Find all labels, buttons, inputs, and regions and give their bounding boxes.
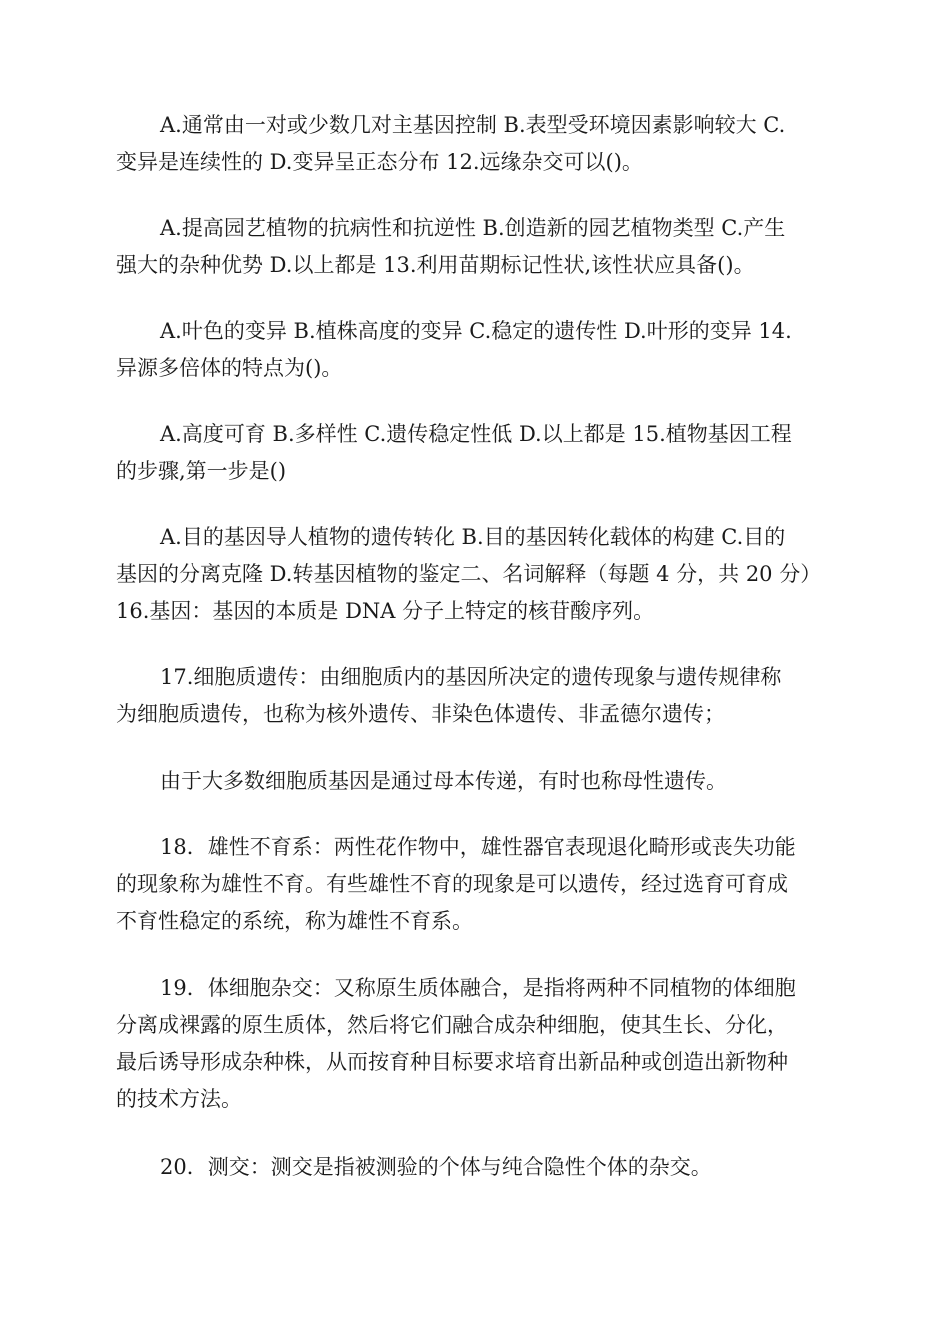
- text-line: A.叶色的变异 B.植株高度的变异 C.稳定的遗传性 D.叶形的变异 14.: [160, 319, 792, 343]
- paragraph-term-17-continued: [116, 763, 846, 800]
- text-line: 分离成裸露的原生质体，然后将它们融合成杂种细胞，使其生长、分化，: [116, 1013, 788, 1037]
- paragraph-options-14: [116, 416, 846, 490]
- paragraph-term-17: [116, 659, 846, 733]
- text-line: 由于大多数细胞质基因是通过母本传递，有时也称母性遗传。: [160, 769, 727, 793]
- text-line: 18．雄性不育系：两性花作物中，雄性器官表现退化畸形或丧失功能: [160, 835, 796, 859]
- text-line: 20．测交：测交是指被测验的个体与纯合隐性个体的杂交。: [160, 1155, 712, 1179]
- paragraph-options-13: [116, 313, 846, 387]
- paragraph-options-12: [116, 210, 846, 284]
- text-line: 异源多倍体的特点为()。: [116, 356, 343, 380]
- paragraph-options-11: [116, 107, 846, 181]
- text-line: A.高度可育 B.多样性 C.遗传稳定性低 D.以上都是 15.植物基因工程: [160, 422, 792, 446]
- text-line: 强大的杂种优势 D.以上都是 13.利用苗期标记性状,该性状应具备()。: [116, 253, 755, 277]
- text-line: 的现象称为雄性不育。有些雄性不育的现象是可以遗传，经过选育可育成: [116, 872, 788, 896]
- text-line: 17.细胞质遗传：由细胞质内的基因所决定的遗传现象与遗传规律称: [160, 665, 782, 689]
- text-line: 最后诱导形成杂种株，从而按育种目标要求培育出新品种或创造出新物种: [116, 1050, 788, 1074]
- paragraph-term-20: [116, 1149, 846, 1186]
- text-line: 基因的分离克隆 D.转基因植物的鉴定二、名词解释（每题 4 分，共 20 分）: [116, 562, 822, 586]
- text-line: 19．体细胞杂交：又称原生质体融合，是指将两种不同植物的体细胞: [160, 976, 796, 1000]
- text-line: 的技术方法。: [116, 1087, 242, 1111]
- text-line: 为细胞质遗传，也称为核外遗传、非染色体遗传、非孟德尔遗传；: [116, 702, 725, 726]
- paragraph-term-19: [116, 970, 846, 1118]
- text-line: 16.基因：基因的本质是 DNA 分子上特定的核苷酸序列。: [116, 599, 655, 623]
- text-line: A.目的基因导人植物的遗传转化 B.目的基因转化载体的构建 C.目的: [160, 525, 786, 549]
- paragraph-options-15-and-term-16: [116, 519, 846, 630]
- text-line: 的步骤,第一步是(): [116, 459, 287, 483]
- text-line: 变异是连续性的 D.变异呈正态分布 12.远缘杂交可以()。: [116, 150, 643, 174]
- text-line: A.通常由一对或少数几对主基因控制 B.表型受环境因素影响较大 C.: [160, 113, 786, 137]
- paragraph-term-18: [116, 829, 846, 940]
- text-line: 不育性稳定的系统，称为雄性不育系。: [116, 909, 473, 933]
- text-line: A.提高园艺植物的抗病性和抗逆性 B.创造新的园艺植物类型 C.产生: [160, 216, 786, 240]
